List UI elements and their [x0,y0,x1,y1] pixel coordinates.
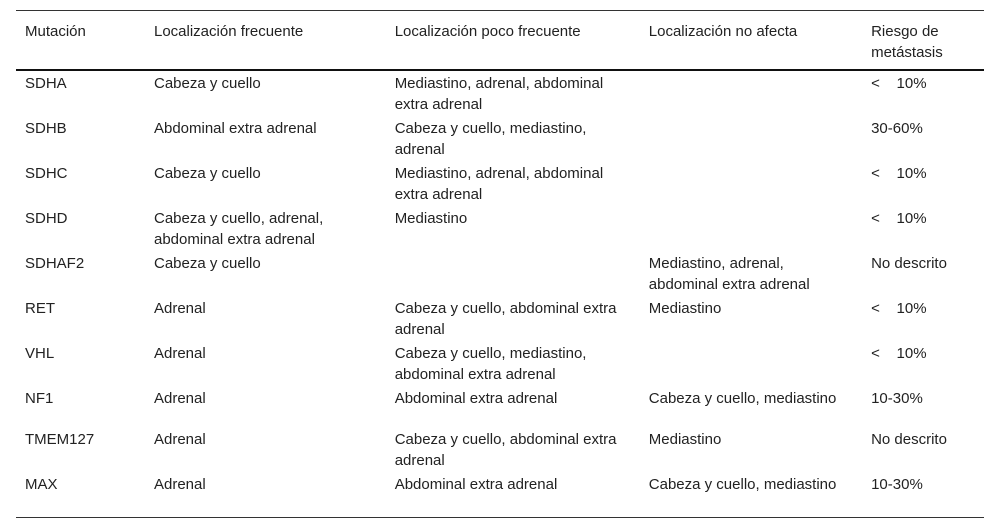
cell-mutation: MAX [16,472,145,517]
table-row [16,116,984,161]
cell-infrequent: Cabeza y cuello, abdominal extra adrenal [394,300,617,338]
table-row [16,296,984,341]
cell-not-affected: Mediastino [648,431,722,448]
header-mutacion: Mutación [16,11,145,71]
cell-frequent: Abdominal extra adrenal [153,120,317,137]
cell-mutation: VHL [25,345,55,362]
table-row [16,206,984,251]
table-row [16,70,984,116]
cell-frequent: Adrenal [153,345,206,362]
cell-not-affected [640,206,862,251]
cell-risk: 10-30% [862,472,984,517]
cell-mutation: SDHC [25,165,68,182]
cell-infrequent: Cabeza y cuello, mediastino, abdominal extra adrenal [394,345,587,383]
cell-infrequent: Abdominal extra adrenal [386,472,640,517]
cell-infrequent: Cabeza y cuello, mediastino, adrenal [394,120,587,158]
cell-infrequent: Cabeza y cuello, abdominal extra adrenal [394,431,617,469]
header-localizacion-frecuente: Localización frecuente [145,11,386,71]
cell-risk: < 10% [871,300,927,317]
cell-risk: < 10% [871,345,927,362]
cell-risk: < 10% [871,210,927,227]
cell-mutation: SDHAF2 [25,255,85,272]
cell-risk: < 10% [871,165,927,182]
table-row [16,161,984,206]
cell-not-affected: Cabeza y cuello, mediastino [640,472,862,517]
header-localizacion-no-afecta: Localización no afecta [640,11,862,71]
cell-mutation: NF1 [25,390,54,407]
cell-mutation: TMEM127 [25,431,95,448]
table-row [16,251,984,296]
table-row [16,341,984,386]
cell-risk: 10-30% [871,390,923,407]
cell-not-affected [640,116,862,161]
mutation-table [16,10,984,518]
cell-infrequent: Abdominal extra adrenal [394,390,558,407]
header-localizacion-poco-frecuente: Localización poco frecuente [386,11,640,71]
cell-frequent: Adrenal [145,472,386,517]
cell-not-affected [640,161,862,206]
cell-infrequent [386,251,640,296]
cell-infrequent: Mediastino, adrenal, abdominal extra adrenal [394,165,604,203]
cell-mutation: SDHB [25,120,67,137]
cell-infrequent: Mediastino [394,210,468,227]
header-row [16,11,984,71]
cell-frequent: Adrenal [153,390,206,407]
table-row [16,472,984,517]
cell-frequent: Adrenal [153,431,206,448]
cell-frequent: Cabeza y cuello, adrenal, abdominal extra adrenal [153,210,324,248]
table-container [16,10,984,518]
header-riesgo-metastasis: Riesgo de metástasis [862,11,984,71]
cell-risk: < 10% [871,75,927,92]
cell-not-affected: Cabeza y cuello, mediastino [648,390,837,407]
cell-risk: No descrito [871,255,947,272]
cell-not-affected [640,70,862,116]
cell-not-affected: Mediastino, adrenal, abdominal extra adrenal [648,255,810,293]
cell-mutation: RET [25,300,55,317]
cell-risk: 30-60% [871,120,923,137]
table-row [16,386,984,427]
cell-infrequent: Mediastino, adrenal, abdominal extra adrenal [394,75,604,113]
cell-frequent: Cabeza y cuello [153,75,261,92]
cell-mutation: SDHA [25,75,67,92]
cell-risk: No descrito [871,431,947,448]
cell-not-affected [640,341,862,386]
cell-not-affected: Mediastino [648,300,722,317]
cell-mutation: SDHD [25,210,68,227]
cell-frequent: Adrenal [153,300,206,317]
table-row [16,427,984,472]
cell-frequent: Cabeza y cuello [153,255,261,272]
cell-frequent: Cabeza y cuello [153,165,261,182]
